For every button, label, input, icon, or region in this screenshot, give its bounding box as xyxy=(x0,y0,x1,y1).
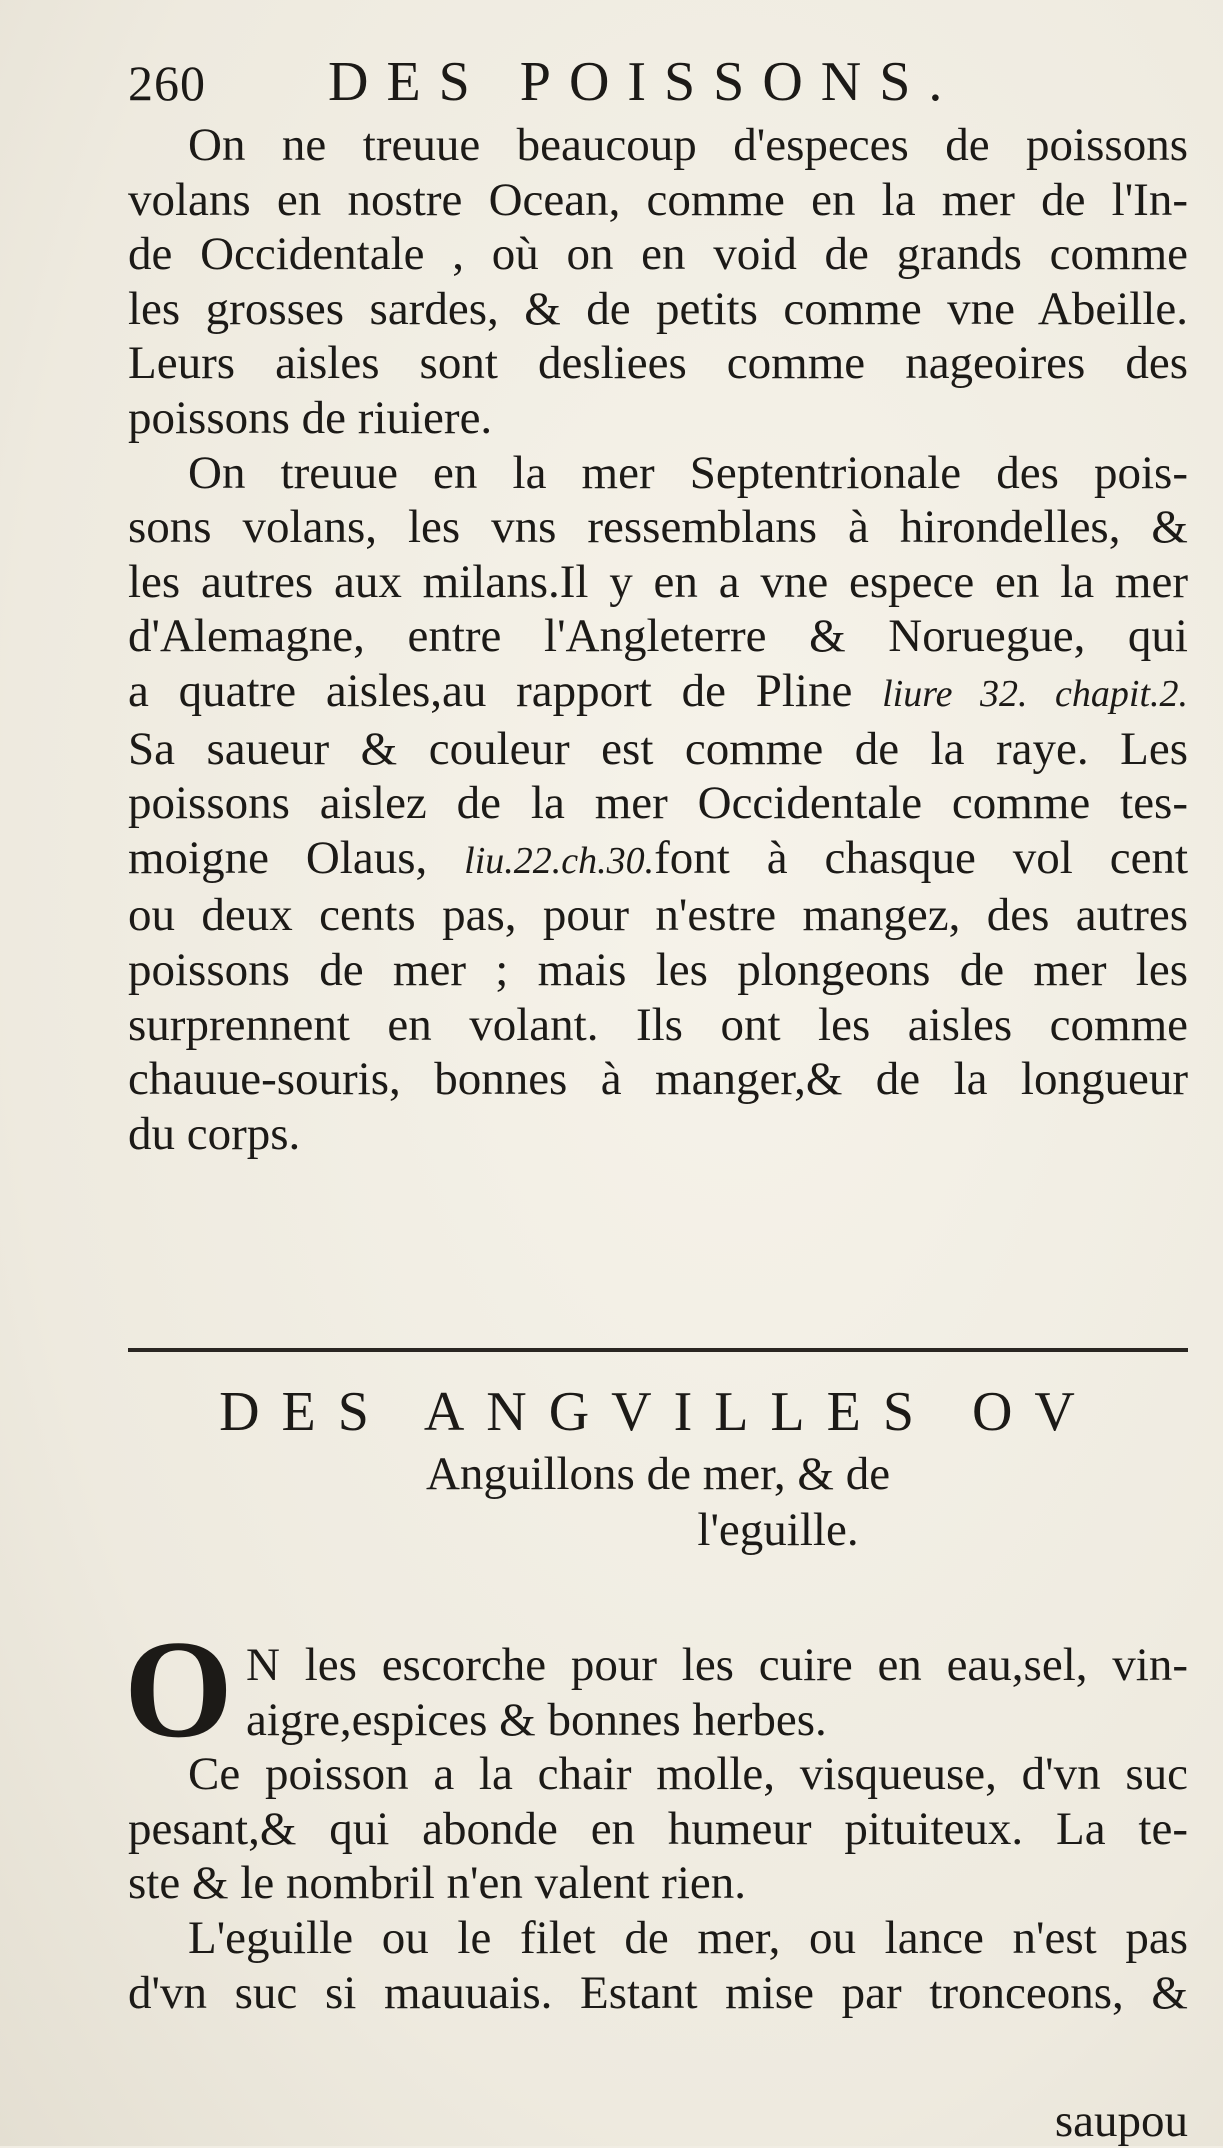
text-line: On ne treuue beaucoup d'especes de poissons xyxy=(188,119,1188,171)
page-header xyxy=(128,48,1188,118)
paragraph-2 xyxy=(128,446,1188,1162)
text-line: poissons de mer ; mais les plongeons de mer les xyxy=(128,943,1188,996)
text-line: d'vn suc si mauuais. Estant mise par tronceons, & xyxy=(128,1966,1188,2019)
text-fragment: font à chasque vol cent xyxy=(654,831,1188,884)
text-line: sons volans, les vns ressemblans à hirondelles, & xyxy=(128,501,1188,554)
text-line: Leurs aisles sont desliees comme nageoires des xyxy=(128,337,1188,390)
text-line: Sa saueur & couleur est comme de la raye. Les xyxy=(128,722,1188,775)
olaus-reference: liu.22.ch.30. xyxy=(464,839,655,882)
flying-fish-section xyxy=(128,118,1188,1161)
pline-reference: liure 32. chapit.2. xyxy=(882,672,1188,715)
text-line: volans en nostre Ocean, comme en la mer de l'In- xyxy=(128,173,1188,226)
section-heading xyxy=(128,1378,1188,1558)
text-line: les autres aux milans.Il y en a vne espece en la mer xyxy=(128,555,1188,608)
running-title: DES POISSONS. xyxy=(328,51,961,113)
text-line: surprennent en volant. Ils ont les aisles comme xyxy=(128,998,1188,1051)
text-line: ou deux cents pas, pour n'estre mangez, des autres xyxy=(128,889,1188,942)
text-line: On treuue en la mer Septentrionale des pois- xyxy=(188,446,1188,499)
catchword: saupou xyxy=(1054,2095,1188,2147)
text-line: de Occidentale , où on en void de grands comme xyxy=(128,228,1188,281)
drop-cap: O xyxy=(124,1612,233,1767)
text-line: L'eguille ou le filet de mer, ou lance n'est pas xyxy=(188,1911,1188,1964)
text-line: du corps. xyxy=(128,1107,301,1160)
paragraph-4 xyxy=(128,1911,1188,2020)
text-line: les grosses sardes, & de petits comme vne Abeille. xyxy=(128,282,1188,335)
text-line-pline xyxy=(128,664,1188,722)
text-line: chauue-souris, bonnes à manger,& de la longueur xyxy=(128,1053,1188,1106)
heading-line: Anguillons de mer, & de xyxy=(425,1448,891,1500)
heading-caps: DES ANGVILLES OV xyxy=(219,1381,1097,1443)
page-number: 260 xyxy=(128,55,206,111)
text-fragment: a quatre aisles,au rapport de Pline xyxy=(128,664,853,717)
text-line-olaus xyxy=(128,831,1188,889)
text-line: aigre,espices & bonnes herbes. xyxy=(246,1693,827,1746)
text-line: poissons de riuiere. xyxy=(128,391,493,444)
eel-section xyxy=(124,1612,1188,2020)
paragraph-dropcap xyxy=(124,1612,1188,1767)
text-line: poissons aislez de la mer Occidentale comme tes- xyxy=(128,777,1188,830)
heading-line: l'eguille. xyxy=(697,1504,859,1556)
section-divider xyxy=(128,1348,1188,1352)
text-line: pesant,& qui abonde en humeur pituiteux. La te- xyxy=(128,1802,1188,1855)
text-fragment: moigne Olaus, xyxy=(128,831,428,884)
paragraph-1 xyxy=(128,118,1188,446)
text-line: N les escorche pour les cuire en eau,sel, vin- xyxy=(246,1639,1188,1691)
text-line: ste & le nombril n'en valent rien. xyxy=(128,1857,746,1910)
text-line: d'Alemagne, entre l'Angleterre & Noruegue, qui xyxy=(128,610,1188,663)
text-line: Ce poisson a la chair molle, visqueuse, d'vn suc xyxy=(188,1748,1188,1801)
paragraph-3 xyxy=(128,1747,1188,1911)
